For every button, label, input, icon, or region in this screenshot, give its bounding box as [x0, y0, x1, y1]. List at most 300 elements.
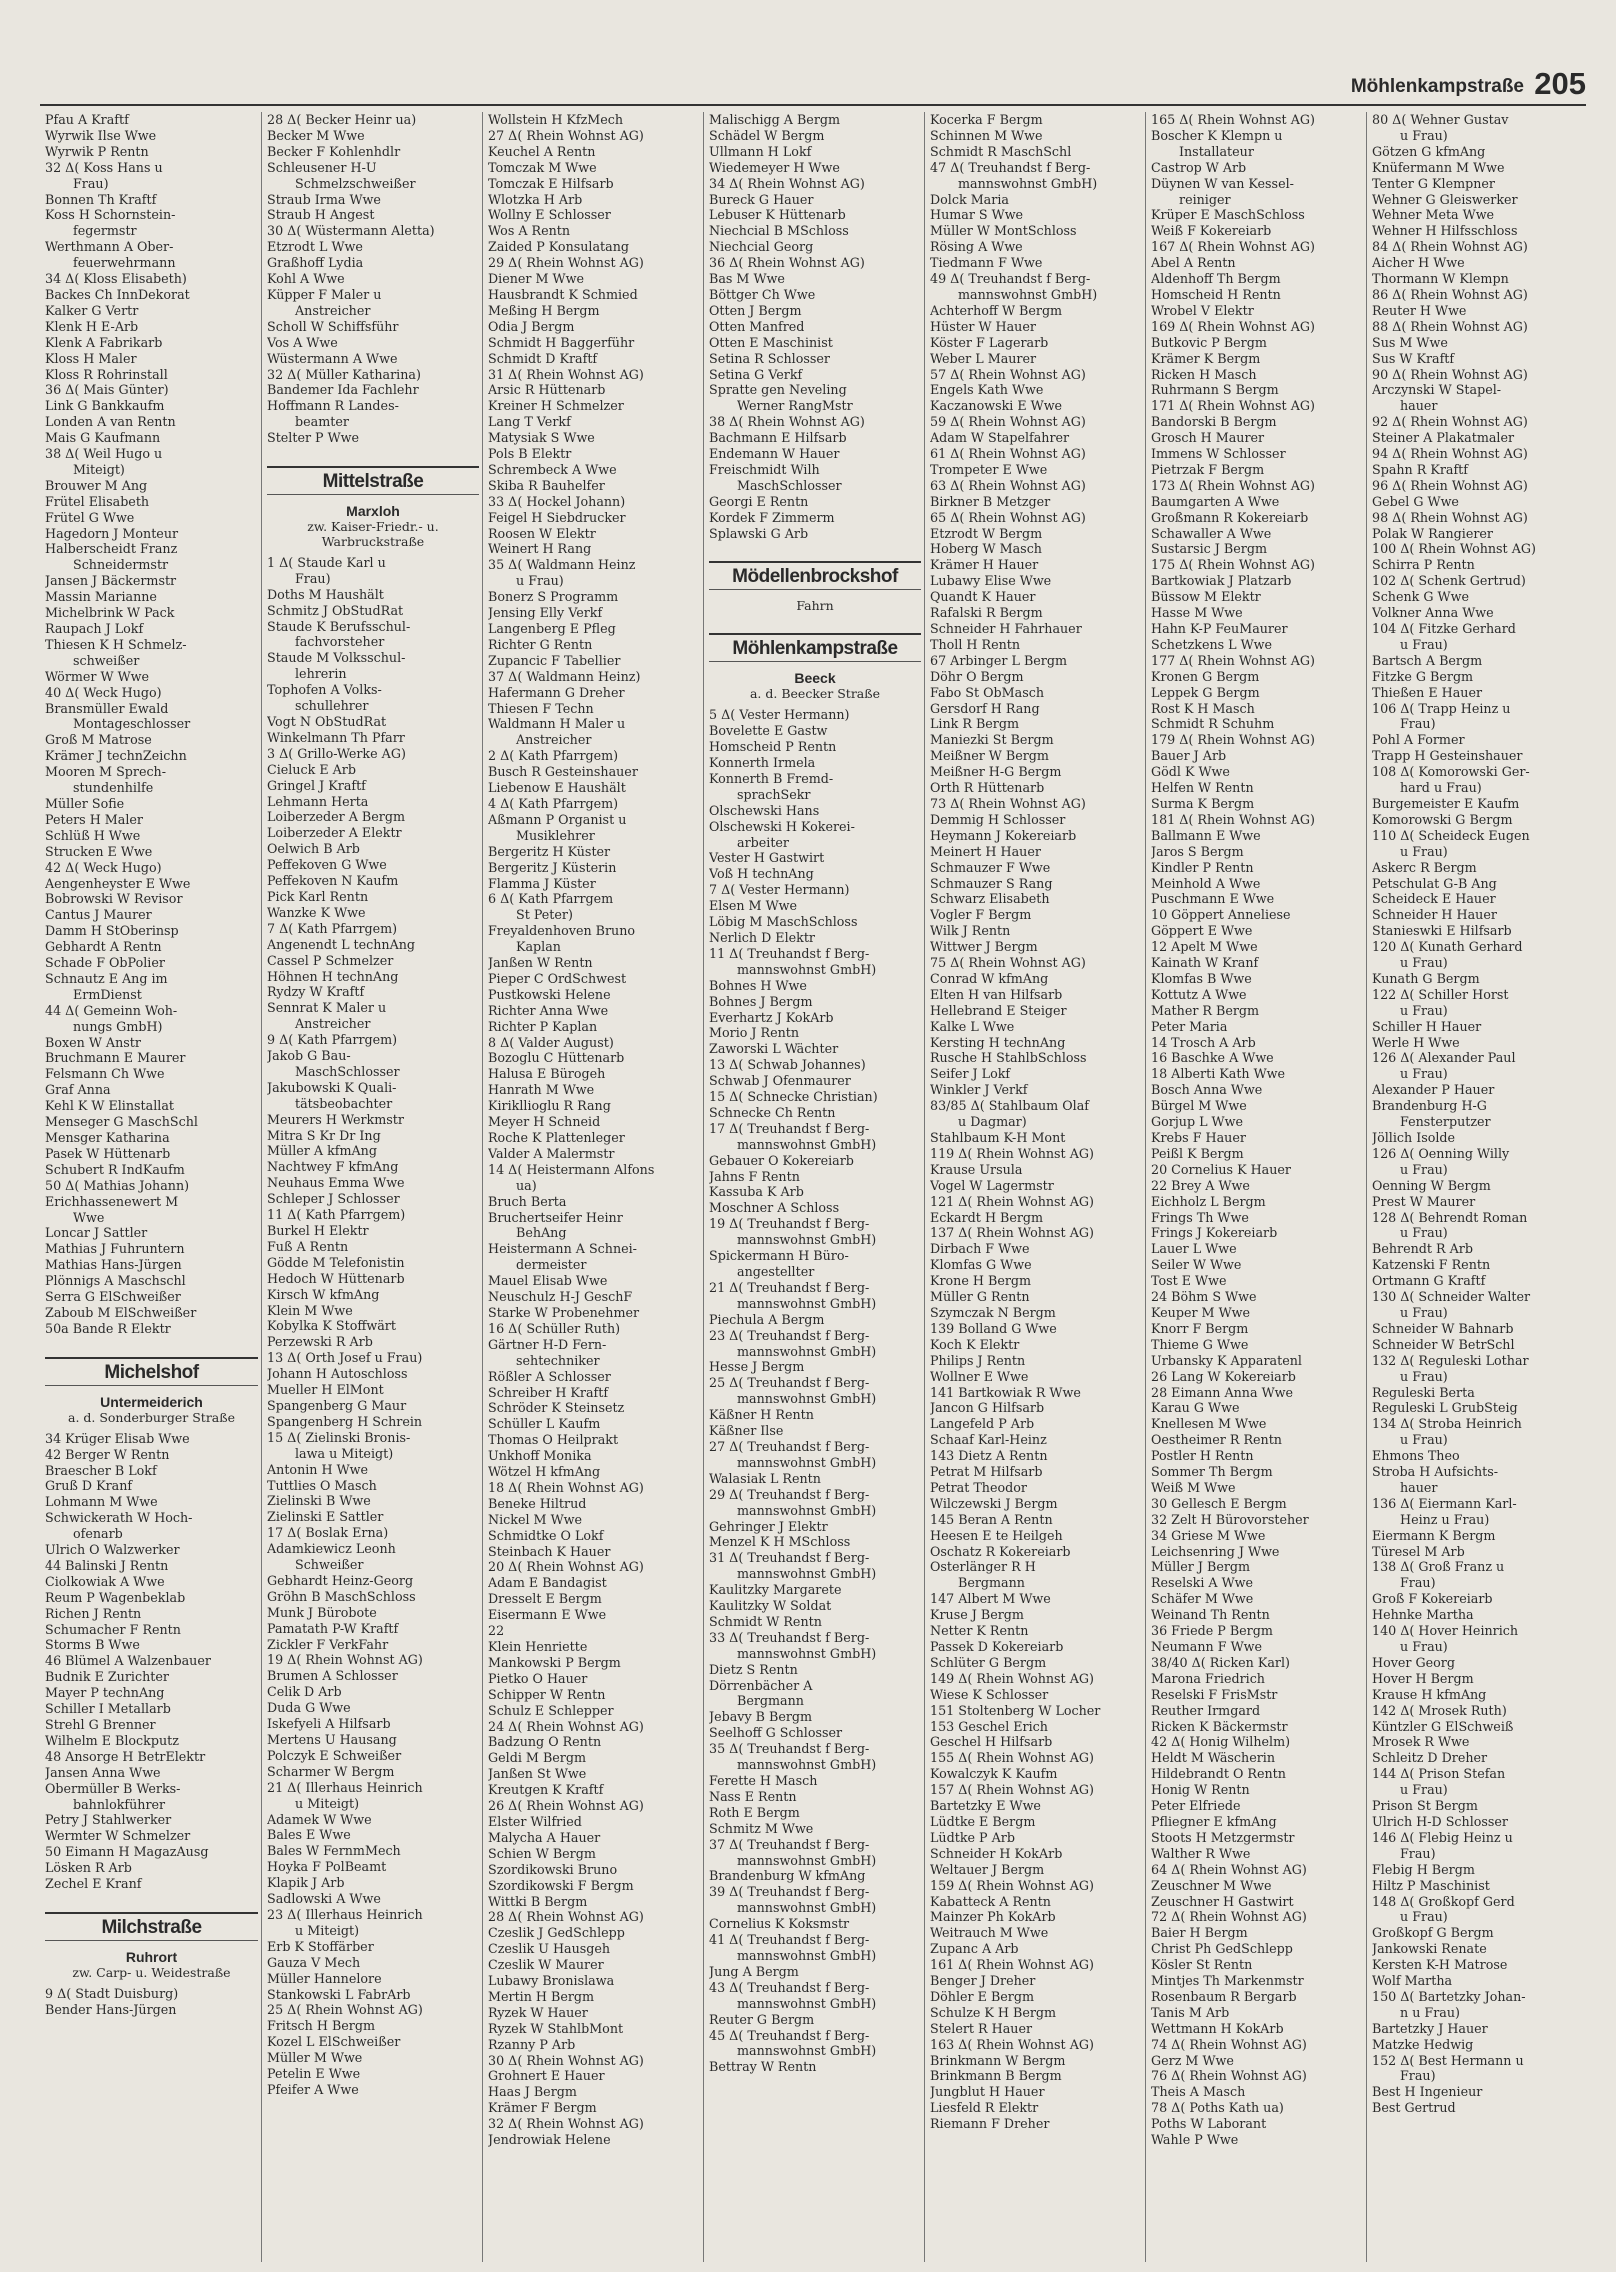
directory-entry: Käßner Ilse	[709, 1423, 784, 1439]
directory-column	[1145, 112, 1366, 2262]
directory-entry: Meißner W Bergm	[930, 748, 1049, 764]
directory-entry: Wiese K Schlosser	[930, 1686, 1049, 1702]
directory-entry: 31 Δ( Treuhandst f Berg-	[709, 1550, 870, 1566]
directory-entry: 3 Δ( Grillo-Werke AG)	[267, 745, 406, 761]
directory-entry: 73 Δ( Rhein Wohnst AG)	[930, 795, 1086, 811]
directory-column	[261, 112, 482, 2262]
directory-entry: 177 Δ( Rhein Wohnst AG)	[1151, 652, 1315, 668]
directory-entry: Askerc R Bergm	[1372, 859, 1477, 875]
directory-entry: Bruchertseifer Heinr	[488, 1209, 623, 1225]
directory-entry: Ulrich O Walzwerker	[45, 1542, 180, 1558]
directory-entry: 67 Arbinger L Bergm	[930, 652, 1067, 668]
directory-entry: 34 Δ( Rhein Wohnst AG)	[709, 175, 865, 191]
directory-entry: 121 Δ( Rhein Wohnst AG)	[930, 1193, 1094, 1209]
directory-entry: Piechula A Bergm	[709, 1311, 825, 1327]
directory-entry: Wwe	[73, 1209, 105, 1225]
directory-entry: dermeister	[516, 1257, 587, 1273]
directory-entry: Osterlänger R H	[930, 1559, 1036, 1575]
directory-entry: Nachtwey F kfmAng	[267, 1159, 399, 1175]
directory-entry: mannswohnst GmbH)	[737, 1852, 877, 1868]
directory-entry: Schweißer	[295, 1557, 364, 1573]
directory-entry: Halusa E Bürogeh	[488, 1066, 606, 1082]
directory-entry: Rafalski R Bergm	[930, 605, 1043, 621]
directory-entry: Bettray W Rentn	[709, 2059, 817, 2075]
directory-entry: Freyaldenhoven Bruno	[488, 923, 636, 939]
directory-entry: Bobrowski W Revisor	[45, 891, 183, 907]
directory-entry: Valder A Malermstr	[488, 1145, 615, 1161]
directory-entry: mannswohnst GmbH)	[737, 1391, 877, 1407]
directory-entry: Weber L Maurer	[930, 350, 1037, 366]
directory-entry: Rösing A Wwe	[930, 239, 1023, 255]
directory-entry: Bürgel M Wwe	[1151, 1098, 1247, 1114]
directory-entry: Reselski F FrisMstr	[1151, 1686, 1278, 1702]
directory-entry: Perzewski R Arb	[267, 1334, 373, 1350]
directory-entry: 22	[488, 1623, 505, 1639]
directory-entry: St Peter)	[516, 907, 573, 923]
directory-entry: Bergeritz H Küster	[488, 843, 611, 859]
directory-entry: Komorowski G Bergm	[1372, 811, 1513, 827]
directory-entry: Hagedorn J Monteur	[45, 525, 179, 541]
directory-entry: Kalker G Vertr	[45, 302, 139, 318]
directory-entry: 10 Göppert Anneliese	[1151, 907, 1291, 923]
directory-entry: Koch K Elektr	[930, 1336, 1020, 1352]
directory-entry: 12 Apelt M Wwe	[1151, 939, 1258, 955]
directory-entry: hauer	[1400, 398, 1438, 414]
directory-entry: u Frau)	[1400, 636, 1448, 652]
directory-entry: Peffekoven G Wwe	[267, 857, 387, 873]
directory-entry: Staude K Berufsschul-	[267, 618, 411, 634]
directory-entry: 30 Δ( Wüstermann Aletta)	[267, 223, 435, 239]
directory-entry: Krämer H Hauer	[930, 557, 1039, 573]
street-location-note: Fahrn	[796, 598, 834, 614]
directory-entry: Meißner H-G Bergm	[930, 764, 1062, 780]
directory-entry: Honig W Rentn	[1151, 1782, 1250, 1798]
directory-entry: Boxen W Anstr	[45, 1034, 141, 1050]
directory-entry: mannswohnst GmbH)	[737, 1757, 877, 1773]
directory-entry: Bohnes H Wwe	[709, 977, 807, 993]
directory-entry: Jensing Elly Verkf	[488, 605, 603, 621]
directory-entry: Scheideck E Hauer	[1372, 891, 1496, 907]
directory-entry: u Frau)	[1400, 1368, 1448, 1384]
directory-entry: Bartetzky E Wwe	[930, 1798, 1041, 1814]
directory-entry: 47 Δ( Treuhandst f Berg-	[930, 159, 1091, 175]
directory-entry: Eisermann E Wwe	[488, 1607, 607, 1623]
directory-entry: Gebauer O Kokereiarb	[709, 1152, 854, 1168]
directory-entry: Peißl K Bergm	[1151, 1145, 1244, 1161]
directory-entry: Benger J Dreher	[930, 1973, 1036, 1989]
directory-entry: Bender Hans-Jürgen	[45, 2001, 177, 2017]
directory-entry: Schwab J Ofenmaurer	[709, 1073, 851, 1089]
directory-entry: Werle H Wwe	[1372, 1034, 1460, 1050]
directory-entry: u Frau)	[1400, 1432, 1448, 1448]
directory-entry: Reuter G Bergm	[709, 2011, 815, 2027]
directory-entry: Reuther Irmgard	[1151, 1702, 1261, 1718]
directory-entry: 13 Δ( Schwab Johannes)	[709, 1057, 866, 1073]
directory-entry: Diener M Wwe	[488, 271, 584, 287]
directory-entry: Frings Th Wwe	[1151, 1209, 1249, 1225]
directory-entry: Reum P Wagenbeklab	[45, 1589, 186, 1605]
directory-entry: Polak W Rangierer	[1372, 525, 1493, 541]
directory-entry: Meyer H Schneid	[488, 1114, 601, 1130]
directory-entry: Burgemeister E Kaufm	[1372, 795, 1520, 811]
directory-entry: 35 Δ( Waldmann Heinz	[488, 557, 636, 573]
directory-entry: 17 Δ( Treuhandst f Berg-	[709, 1120, 870, 1136]
district-name: Ruhrort	[125, 1948, 178, 1965]
directory-entry: Richter P Kaplan	[488, 1018, 598, 1034]
directory-entry: Müller J Bergm	[1151, 1559, 1251, 1575]
directory-entry: Anstreicher	[295, 1016, 371, 1032]
directory-entry: Aldenhoff Th Bergm	[1151, 271, 1281, 287]
directory-entry: Zickler F VerkFahr	[267, 1636, 389, 1652]
directory-entry: 34 Griese M Wwe	[1151, 1527, 1266, 1543]
directory-entry: Schiller H Hauer	[1372, 1018, 1482, 1034]
directory-entry: Menzel K H MSchloss	[709, 1534, 851, 1550]
directory-entry: 50 Eimann H MagazAusg	[45, 1844, 209, 1860]
directory-entry: Ulrich H-D Schlosser	[1372, 1813, 1509, 1829]
directory-entry: Aengenheyster E Wwe	[45, 875, 191, 891]
directory-entry: Pfau A Kraftf	[45, 112, 129, 127]
directory-entry: stundenhilfe	[73, 780, 154, 796]
directory-entry: 102 Δ( Schenk Gertrud)	[1372, 573, 1526, 589]
directory-entry: Brouwer M Ang	[45, 477, 148, 493]
directory-entry: 37 Δ( Treuhandst f Berg-	[709, 1836, 870, 1852]
directory-entry: Seiler W Wwe	[1151, 1257, 1242, 1273]
directory-entry: Klenk A Fabrikarb	[45, 334, 163, 350]
directory-entry: Kreiner H Schmelzer	[488, 398, 624, 414]
directory-entry: Richter Anna Wwe	[488, 1002, 609, 1018]
directory-entry: Hoberg W Masch	[930, 541, 1042, 557]
directory-entry: Jendrowiak Helene	[488, 2132, 611, 2148]
directory-entry: Gebhardt A Rentn	[45, 939, 162, 955]
directory-entry: Marona Friedrich	[1151, 1670, 1265, 1686]
directory-entry: Groß M Matrose	[45, 732, 152, 748]
directory-entry: 18 Δ( Rhein Wohnst AG)	[488, 1479, 644, 1495]
directory-entry: Gerz M Wwe	[1151, 2052, 1234, 2068]
directory-entry: Schmelzschweißer	[295, 175, 416, 191]
directory-entry: Frütel Elisabeth	[45, 493, 150, 509]
directory-entry: 44 Balinski J Rentn	[45, 1557, 169, 1573]
directory-entry: Puschmann E Wwe	[1151, 891, 1275, 907]
directory-entry: Knellesen M Wwe	[1151, 1416, 1267, 1432]
directory-entry: Zupanc A Arb	[930, 1941, 1019, 1957]
directory-entry: Anstreicher	[295, 302, 371, 318]
directory-entry: 43 Δ( Treuhandst f Berg-	[709, 1979, 870, 1995]
directory-entry: Tenter G Klempner	[1372, 175, 1495, 191]
directory-entry: Cassel P Schmelzer	[267, 952, 394, 968]
directory-entry: Meinhold A Wwe	[1151, 875, 1261, 891]
directory-entry: Halberscheidt Franz	[45, 541, 178, 557]
directory-entry: Skiba R Bauhelfer	[488, 477, 605, 493]
directory-entry: Raupach J Lokf	[45, 621, 144, 636]
directory-entry: mannswohnst GmbH)	[737, 1947, 877, 1963]
directory-entry: Krämer F Bergm	[488, 2100, 597, 2116]
directory-entry: Langefeld P Arb	[930, 1416, 1035, 1432]
directory-entry: u Frau)	[1400, 127, 1448, 143]
directory-entry: 28 Δ( Becker Heinr ua)	[267, 112, 417, 127]
directory-entry: 120 Δ( Kunath Gerhard	[1372, 939, 1523, 955]
directory-entry: Schien W Bergm	[488, 1845, 596, 1861]
directory-entry: Aicher H Wwe	[1372, 255, 1465, 271]
directory-entry: Feigel H Siebdrucker	[488, 509, 626, 525]
directory-entry: Wüstermann A Wwe	[267, 350, 398, 366]
directory-entry: Lüdtke P Arb	[930, 1829, 1015, 1845]
directory-entry: mannswohnst GmbH)	[737, 1343, 877, 1359]
directory-entry: arbeiter	[737, 834, 789, 850]
directory-entry: Wettmann H KokArb	[1151, 2020, 1284, 2036]
directory-entry: Starke W Probenehmer	[488, 1304, 640, 1320]
directory-entry: Schleper J Schlosser	[267, 1191, 400, 1207]
street-location-note: zw. Kaiser-Friedr.- u. Warbruckstraße	[307, 518, 439, 549]
directory-entry: mannswohnst GmbH)	[958, 286, 1098, 302]
directory-entry: Frau)	[73, 175, 109, 191]
directory-entry: Celik D Arb	[267, 1684, 342, 1700]
directory-entry: Christ Ph GedSchlepp	[1151, 1941, 1293, 1957]
directory-entry: Postler H Rentn	[1151, 1448, 1254, 1464]
directory-entry: Burkel H Elektr	[267, 1223, 369, 1238]
directory-entry: Köster F Lagerarb	[930, 334, 1049, 350]
directory-entry: Jaros S Bergm	[1151, 843, 1244, 859]
directory-entry: Tuttlies O Masch	[267, 1477, 377, 1493]
directory-entry: Jansen J Bäckermstr	[45, 573, 177, 589]
directory-entry: Petry J Stahlwerker	[45, 1812, 172, 1828]
directory-entry: Jungblut H Hauer	[930, 2084, 1045, 2100]
directory-entry: Frau)	[1400, 2068, 1436, 2084]
directory-entry: Groß F Kokereiarb	[1372, 1591, 1493, 1607]
directory-entry: Theis A Masch	[1151, 2084, 1246, 2100]
directory-entry: Freischmidt Wilh	[709, 461, 820, 477]
directory-entry: Pamatath P-W Kraftf	[267, 1620, 399, 1636]
directory-entry: MaschSchlosser	[295, 1063, 400, 1079]
directory-entry: Spangenberg G Maur	[267, 1397, 407, 1413]
directory-entry: Schneider W BetrSchl	[1372, 1336, 1515, 1352]
directory-entry: Ruhrmann S Bergm	[1151, 382, 1279, 398]
directory-entry: Großkopf G Bergm	[1372, 1925, 1494, 1941]
directory-entry: Sommer Th Bergm	[1151, 1464, 1273, 1480]
directory-entry: lawa u Miteigt)	[295, 1445, 394, 1461]
directory-entry: Erichhassenewert M	[45, 1193, 179, 1209]
directory-entry: 61 Δ( Rhein Wohnst AG)	[930, 446, 1086, 462]
directory-entry: Wlotzka H Arb	[488, 191, 583, 207]
directory-entry: Löbig M MaschSchloss	[709, 914, 858, 930]
directory-entry: 179 Δ( Rhein Wohnst AG)	[1151, 732, 1315, 748]
directory-entry: Bas M Wwe	[709, 271, 785, 287]
directory-entry: Szordikowski F Bergm	[488, 1877, 634, 1893]
directory-entry: 151 Stoltenberg W Locher	[930, 1702, 1101, 1718]
directory-entry: schweißer	[73, 652, 140, 668]
district-name: Beeck	[794, 670, 836, 687]
directory-entry: Pietrzak F Bergm	[1151, 461, 1265, 477]
directory-entry: Wehner Meta Wwe	[1372, 207, 1495, 223]
directory-entry: Etzrodt L Wwe	[267, 239, 363, 255]
directory-entry: Stroba H Aufsichts-	[1372, 1464, 1499, 1480]
directory-entry: Schirra P Rentn	[1372, 557, 1475, 573]
directory-entry: Lösken R Arb	[45, 1860, 132, 1876]
directory-entry: Gorjup L Wwe	[1151, 1114, 1243, 1130]
directory-entry: 83/85 Δ( Stahlbaum Olaf	[930, 1098, 1089, 1114]
directory-entry: Ryzek W StahlbMont	[488, 2020, 624, 2036]
directory-entry: Backes Ch InnDekorat	[45, 286, 190, 302]
directory-entry: Ehmons Theo	[1372, 1448, 1460, 1464]
directory-entry: Bransmüller Ewald	[45, 700, 169, 716]
directory-entry: Döhler E Bergm	[930, 1988, 1034, 2004]
directory-entry: 163 Δ( Rhein Wohnst AG)	[930, 2036, 1094, 2052]
directory-entry: Bonerz S Programm	[488, 589, 619, 605]
directory-entry: Reuter H Wwe	[1372, 302, 1467, 318]
directory-entry: Bartsch A Bergm	[1372, 652, 1483, 668]
directory-entry: Mertin H Bergm	[488, 1988, 595, 2004]
directory-entry: Musiklehrer	[516, 827, 595, 843]
directory-entry: 157 Δ( Rhein Wohnst AG)	[930, 1782, 1094, 1798]
directory-entry: Jung A Bergm	[709, 1963, 799, 1979]
directory-entry: 59 Δ( Rhein Wohnst AG)	[930, 414, 1086, 430]
directory-entry: Setina G Verkf	[709, 366, 803, 382]
directory-entry: Kreutgen K Kraftf	[488, 1782, 604, 1798]
directory-entry: Wehner G Gleiswerker	[1372, 191, 1518, 207]
directory-entry: Splawski G Arb	[709, 525, 809, 541]
directory-entry: fegermstr	[73, 223, 137, 239]
directory-entry: Best H Ingenieur	[1372, 2084, 1483, 2100]
directory-entry: Lüdtke E Bergm	[930, 1813, 1036, 1829]
directory-entry: Vogt N ObStudRat	[267, 714, 387, 729]
directory-entry: Kaulitzky W Soldat	[709, 1598, 832, 1614]
directory-entry: Roth E Bergm	[709, 1804, 800, 1820]
directory-entry: Butkovic P Bergm	[1151, 334, 1267, 350]
directory-entry: Kersten K-H Matrose	[1372, 1957, 1508, 1973]
directory-entry: Baier H Bergm	[1151, 1925, 1248, 1941]
directory-entry: Jakob G Bau-	[267, 1048, 351, 1064]
directory-entry: Koss H Schornstein-	[45, 207, 176, 223]
directory-entry: Mueller H ElMont	[267, 1382, 384, 1398]
directory-entry: Bandemer Ida Fachlehr	[267, 382, 419, 398]
directory-entry: 161 Δ( Rhein Wohnst AG)	[930, 1957, 1094, 1973]
directory-entry: Peters H Maler	[45, 811, 143, 827]
directory-entry: Schulze K H Bergm	[930, 2004, 1057, 2020]
directory-entry: Mais G Kaufmann	[45, 430, 161, 446]
directory-entry: u Frau)	[1400, 1782, 1448, 1798]
directory-entry: u Frau)	[1400, 1225, 1448, 1241]
directory-entry: Beneke Hiltrud	[488, 1495, 587, 1511]
directory-entry: Hesse J Bergm	[709, 1359, 805, 1375]
directory-entry: 100 Δ( Rhein Wohnst AG)	[1372, 541, 1536, 557]
directory-column	[924, 112, 1145, 2262]
directory-entry: 110 Δ( Scheideck Eugen	[1372, 827, 1530, 843]
directory-entry: 159 Δ( Rhein Wohnst AG)	[930, 1877, 1094, 1893]
directory-entry: u Frau)	[1400, 1909, 1448, 1925]
directory-entry: Arsic R Hüttenarb	[488, 382, 606, 398]
directory-entry: Becker M Wwe	[267, 127, 365, 143]
directory-entry: Grosch H Maurer	[1151, 430, 1265, 446]
directory-entry: Homscheid P Rentn	[709, 739, 837, 755]
street-location-note: a. d. Beecker Straße	[749, 686, 880, 702]
directory-entry: Schipper W Rentn	[488, 1686, 606, 1702]
directory-entry: 143 Dietz A Rentn	[930, 1448, 1048, 1464]
directory-entry: Ryzek W Hauer	[488, 2004, 588, 2020]
directory-entry: Doths M Haushält	[267, 586, 384, 602]
directory-entry: mannswohnst GmbH)	[737, 1295, 877, 1311]
directory-entry: 80 Δ( Wehner Gustav	[1372, 112, 1509, 127]
directory-entry: 46 Blümel A Walzenbauer	[45, 1653, 211, 1669]
directory-entry: Lauer L Wwe	[1151, 1241, 1237, 1257]
directory-entry: Brinkmann B Bergm	[930, 2068, 1062, 2084]
directory-entry: Sennrat K Maler u	[267, 1000, 387, 1016]
directory-entry: Erb K Stoffärber	[267, 1938, 374, 1954]
directory-entry: 14 Trosch A Arb	[1151, 1034, 1256, 1050]
page-header	[40, 64, 1586, 106]
directory-entry: Anstreicher	[516, 732, 592, 748]
directory-entry: Schleusener H-U	[267, 159, 377, 175]
directory-entry: Wermter W Schmelzer	[45, 1828, 191, 1844]
directory-entry: Busch R Gesteinshauer	[488, 764, 638, 780]
directory-entry: Reguleski L GrubSteig	[1372, 1400, 1518, 1416]
directory-entry: Meßing H Bergm	[488, 302, 600, 318]
directory-entry: Demmig H Schlosser	[930, 811, 1066, 827]
directory-entry: 155 Δ( Rhein Wohnst AG)	[930, 1750, 1094, 1766]
directory-entry: Kunath G Bergm	[1372, 970, 1480, 986]
directory-entry: Stankowski L FabrArb	[267, 1986, 411, 2002]
directory-entry: u Frau)	[1400, 1304, 1448, 1320]
directory-entry: Czeslik W Maurer	[488, 1957, 604, 1973]
directory-entry: Vester H Gastwirt	[709, 850, 825, 866]
directory-entry: Iskefyeli A Hilfsarb	[267, 1716, 391, 1732]
directory-entry: Otten E Maschinist	[709, 334, 833, 350]
directory-entry: Keuchel A Rentn	[488, 143, 596, 159]
directory-entry: Kalke L Wwe	[930, 1018, 1015, 1034]
directory-entry: Bales E Wwe	[267, 1827, 351, 1843]
directory-entry: Graf Anna	[45, 1082, 111, 1098]
directory-entry: Schnecke Ch Rentn	[709, 1104, 836, 1120]
directory-entry: Bandorski B Bergm	[1151, 414, 1277, 430]
directory-entry: Büssow M Elektr	[1151, 589, 1261, 605]
directory-entry: 38/40 Δ( Ricken Karl)	[1151, 1654, 1290, 1670]
directory-entry: Petelin E Wwe	[267, 2066, 361, 2082]
directory-entry: 92 Δ( Rhein Wohnst AG)	[1372, 414, 1528, 430]
directory-entry: Vos A Wwe	[267, 334, 338, 350]
directory-entry: 2 Δ( Kath Pfarrgem)	[488, 748, 619, 764]
directory-entry: Achterhoff W Bergm	[930, 302, 1063, 318]
directory-entry: Werner RangMstr	[737, 398, 853, 414]
directory-entry: 34 Δ( Kloss Elisabeth)	[45, 271, 187, 287]
directory-entry: Bergmann	[958, 1575, 1025, 1591]
directory-entry: Wos A Rentn	[488, 223, 571, 239]
directory-entry: Orth R Hüttenarb	[930, 780, 1045, 796]
directory-entry: Netter K Rentn	[930, 1623, 1029, 1639]
directory-entry: Schmidtke O Lokf	[488, 1527, 604, 1543]
directory-entry: Hanrath M Wwe	[488, 1082, 595, 1098]
directory-entry: 6 Δ( Kath Pfarrgem	[488, 891, 614, 907]
directory-entry: Tanis M Arb	[1151, 2004, 1230, 2020]
directory-entry: Maniezki St Bergm	[930, 732, 1054, 748]
directory-entry: Mather R Bergm	[1151, 1002, 1260, 1018]
directory-entry: Krämer J technZeichn	[45, 748, 187, 764]
directory-entry: Malycha A Hauer	[488, 1829, 601, 1845]
directory-entry: tätsbeobachter	[295, 1095, 393, 1111]
directory-entry: Thiesen F Techn	[488, 700, 594, 716]
directory-entry: 144 Δ( Prison Stefan	[1372, 1766, 1506, 1782]
directory-entry: Petrat M Hilfsarb	[930, 1464, 1043, 1480]
directory-entry: Niechcial B MSchloss	[709, 223, 849, 239]
directory-column	[1366, 112, 1587, 2262]
directory-entry: Pohl A Former	[1372, 732, 1465, 748]
directory-entry: Reselski A Wwe	[1151, 1575, 1254, 1591]
directory-entry: 86 Δ( Rhein Wohnst AG)	[1372, 286, 1528, 302]
directory-entry: 104 Δ( Fitzke Gerhard	[1372, 621, 1516, 636]
directory-entry: 27 Δ( Rhein Wohnst AG)	[488, 127, 644, 143]
directory-entry: Castrop W Arb	[1151, 159, 1247, 175]
directory-entry: Schwarz Elisabeth	[930, 891, 1050, 907]
directory-entry: Storms B Wwe	[45, 1637, 140, 1653]
directory-entry: Behrendt R Arb	[1372, 1241, 1473, 1257]
directory-entry: Mankowski P Bergm	[488, 1654, 621, 1670]
